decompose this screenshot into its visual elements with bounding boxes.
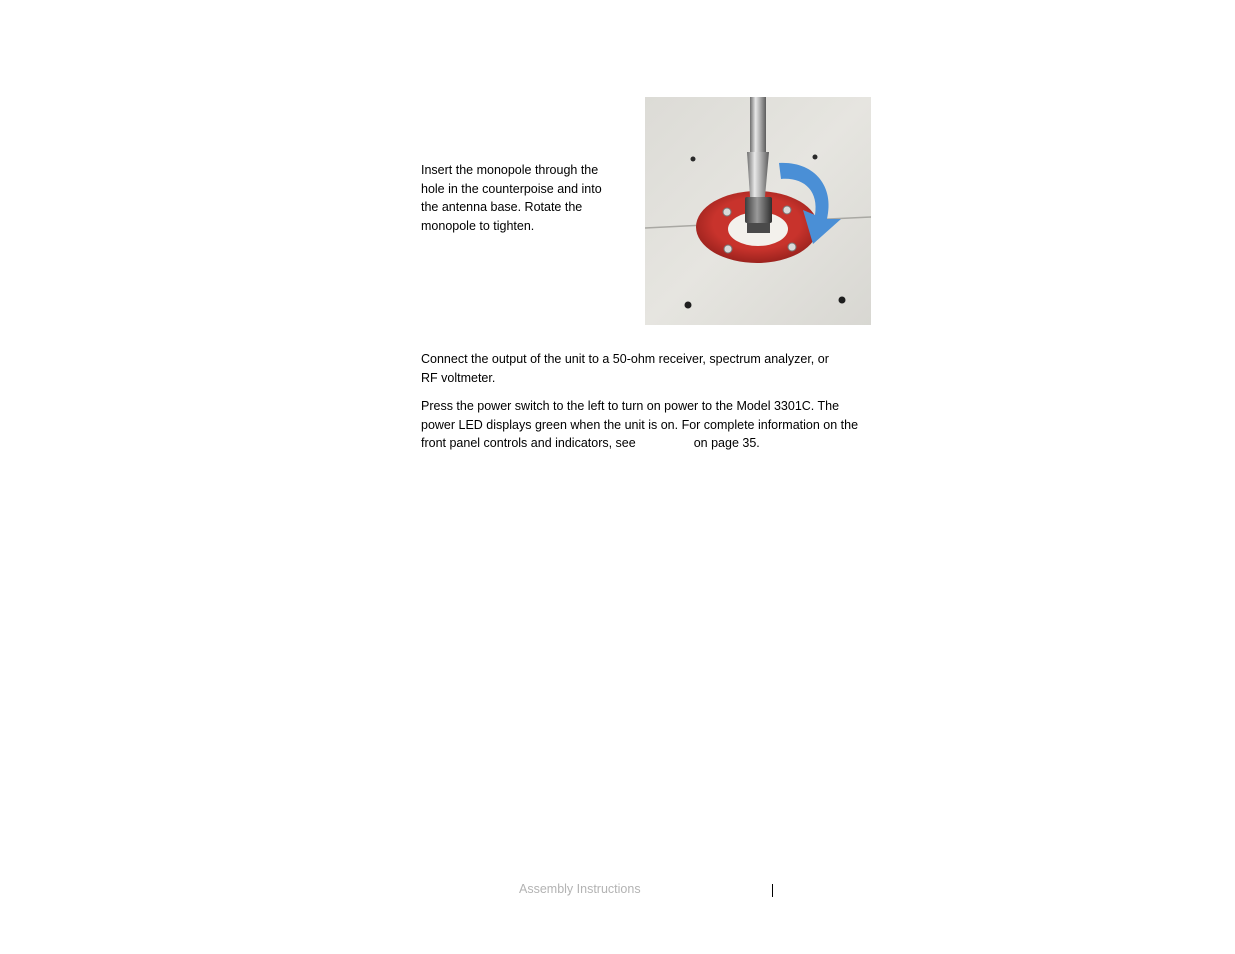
monopole-nut-base (747, 223, 770, 233)
base-screw (788, 243, 796, 251)
page-reference: on page 35. (693, 436, 760, 451)
monopole-installation-photo (645, 97, 871, 325)
monopole-nut (745, 197, 772, 223)
step-connect-output-text: Connect the output of the unit to a 50-ohm receiver, spectrum analyzer, or RF voltmeter. (421, 352, 829, 385)
base-screw (783, 206, 791, 214)
monopole-rod (750, 97, 766, 157)
panel-hole (839, 297, 846, 304)
footer-section-title: Assembly Instructions (519, 882, 641, 896)
base-screw (723, 208, 731, 216)
panel-hole (813, 155, 818, 160)
base-screw (724, 245, 732, 253)
panel-hole (685, 302, 692, 309)
step-insert-monopole-text: Insert the monopole through the hole in the counterpoise and into the antenna base. Rotate the monopole to tighten. (421, 163, 602, 234)
step-power-on-text (421, 397, 866, 453)
panel-hole (691, 157, 696, 162)
footer-divider (772, 884, 773, 897)
step-power-on-instructions: Press the power switch to the left to turn on power to the Model 3301C. The power LED displays green when the unit is on. For complete information on the front panel controls and indicators, see (421, 399, 859, 451)
